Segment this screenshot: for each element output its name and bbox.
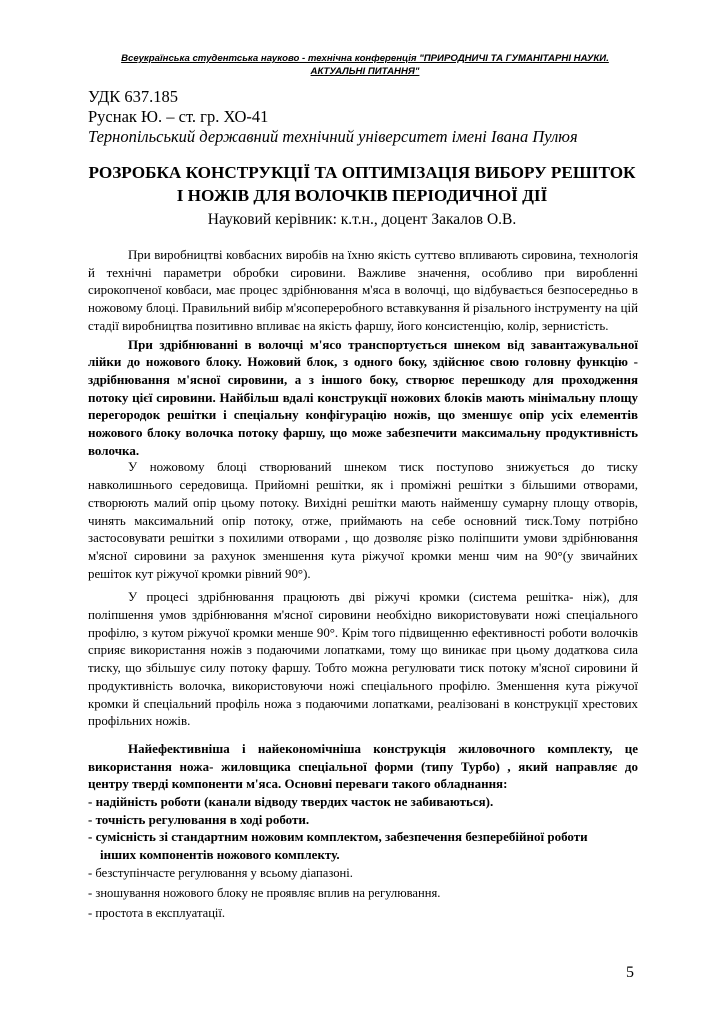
paragraph-1: При виробництві ковбасних виробів на їхню якість суттєво впливають сировина, технологія й технічні параметри обробки сировини. Важливе значення, особливо при виробленні сирокопченої ковбаси, має процес здрібнювання м'яса в волочці, що відбувається безпосередньо в ножовому блоці. Правильний вибір м'ясопереробного вставкування й різального інструменту на цій стадії виробництва позитивно впливає на якість фаршу, його консистенцію, колір, зернистість.: [88, 248, 638, 333]
list-item: - простота в експлуатації.: [88, 906, 226, 921]
advantages-bold-list: [88, 793, 638, 863]
author-line: Руснак Ю. – ст. гр. ХО-41: [88, 107, 269, 126]
institution-line: Тернопільський державний технічний університет імені Івана Пулюя: [88, 127, 578, 146]
article-meta: [88, 87, 578, 147]
conference-header-line-2: АКТУАЛЬНІ ПИТАННЯ": [310, 66, 420, 77]
advantages-plain-list: [88, 863, 638, 923]
article-body: [88, 247, 638, 923]
article-title: [80, 161, 644, 207]
list-item: - безступінчасте регулювання у всьому діапазоні.: [88, 866, 353, 881]
article-title-line-1: РОЗРОБКА КОНСТРУКЦІЇ ТА ОПТИМІЗАЦІЯ ВИБОРУ РЕШІТОК: [88, 163, 636, 182]
list-item-line-2: інших компонентів ножового комплекту.: [100, 846, 340, 862]
article-title-line-2: І НОЖІВ ДЛЯ ВОЛОЧКІВ ПЕРІОДИЧНОЇ ДІЇ: [176, 186, 548, 205]
supervisor-line: Науковий керівник: к.т.н., доцент Закалов О.В.: [207, 211, 517, 228]
list-item-line-1: - сумісність зі стандартним ножовим комплектом, забезпечення безперебійної роботи: [88, 829, 588, 845]
conference-header-line-1: Всеукраїнська студентська науково - технічна конференція "ПРИРОДНИЧІ ТА ГУМАНІТАРНІ НАУКИ.: [121, 53, 609, 64]
page-number: 5: [626, 964, 634, 981]
paragraph-3: У ножовому блоці створюваний шнеком тиск поступово знижується до тиску навколишнього середовища. Прийомні решітки, як і проміжні решітки з більшими отворами, створюють малий опір цьому потоку. Вихідні решітки мають найменшу сумарну площу отворів, чинять максимальний опір потоку, отже, приймають на себе основний тиск.Тому потрібно застосовувати решітки з похилими отворами , що дозволяє різко поліпшити умови здрібнювання м'ясної сировини за рахунок зменшення кута ріжучої кромки менш чим на 90°(у звичайних решіток кут ріжучої кромки рівний 90°).: [88, 460, 638, 581]
paragraph-5: Найефективніша і найекономічніша конструкція жиловочного комплекту, це використання ножа- жиловщика спеціальної форми (типу Турбо) , який направляє до центру тверді компоненти м'яса. Основні переваги такого обладнання:: [88, 740, 638, 792]
udc-code: УДК 637.185: [88, 87, 179, 106]
conference-header: [95, 52, 635, 78]
list-item: [88, 828, 638, 863]
list-item: - зношування ножового блоку не проявляє вплив на регулювання.: [88, 886, 441, 901]
paragraph-2: При здрібнюванні в волочці м'ясо транспортується шнеком від завантажувальної лійки до ножового блоку. Ножовий блок, з одного боку, здійснює свою головну функцію - здрібнювання м'ясної сировини, а з іншого боку, створює перешкоду для проходження потоку цієї сировини. Найбільш вдалі конструкції ножових блоків мають мінімальну площу перегородок решітки і спеціальну конфігурацію ножів, що зменшує опір усіх елементів ножового блоку волочка потоку фаршу, що може забезпечити максимальну продуктивність волочка.: [88, 336, 638, 458]
list-item: - точність регулювання в ході роботи.: [88, 811, 310, 827]
list-item: - надійність роботи (канали відводу твердих часток не забиваються).: [88, 794, 494, 810]
paragraph-4: У процесі здрібнювання працюють дві ріжучі кромки (система решітка- ніж), для поліпшення умов здрібнювання м'ясної сировини необхідно використовувати ножі спеціального профілю, з кутом ріжучої кромки менше 90°. Крім того підвищенню ефективності роботи волочків сприяє використання ножів з подаючими лопатками, тому що виникає при цьому додаткова сила тиску, що збільшує силу потоку фаршу. Тобто можна регулювати тиск потоку м'ясної сировини й продуктивність волочка, використовуючи ножі спеціального профілю. Зменшення кута ріжучої кромки й спеціальний профіль ножа з подаючими лопатками, реалізовані в конструкції хрестових профільних ножів.: [88, 590, 638, 729]
